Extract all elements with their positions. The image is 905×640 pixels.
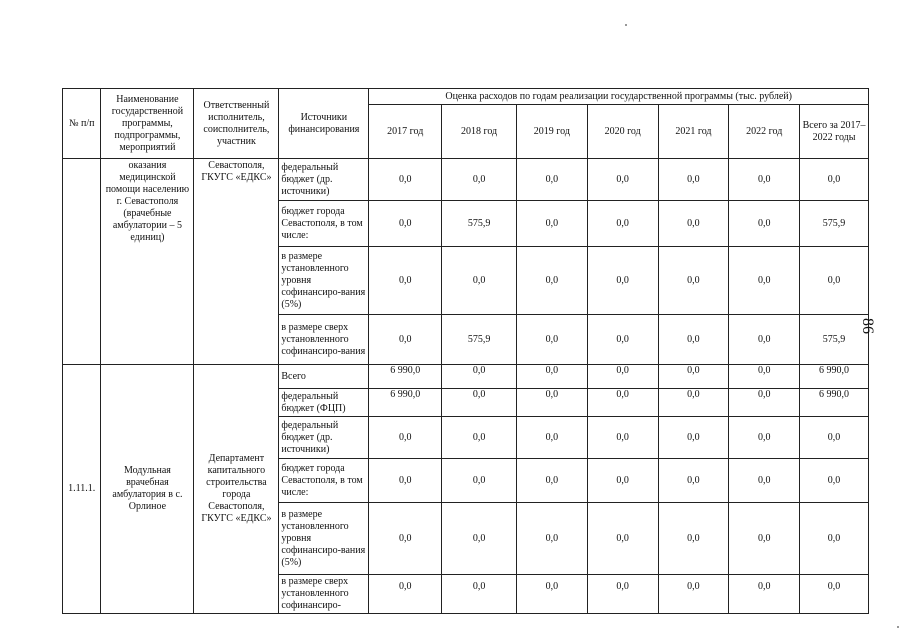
col-name-header: Наименование государственной программы, подпрограммы, мероприятий — [101, 89, 194, 159]
year-header: 2020 год — [587, 105, 658, 159]
value-cell: 0,0 — [658, 247, 729, 315]
value-cell: 0,0 — [587, 315, 658, 365]
value-cell: 575,9 — [442, 315, 517, 365]
total-cell: 575,9 — [800, 315, 869, 365]
total-cell: 0,0 — [800, 459, 869, 503]
value-cell: 0,0 — [587, 503, 658, 575]
value-cell: 0,0 — [516, 201, 587, 247]
col-source-header: Источники финансирования — [279, 89, 369, 159]
value-cell: 0,0 — [516, 459, 587, 503]
table-row — [63, 365, 869, 389]
value-cell: 0,0 — [587, 389, 658, 417]
value-cell: 0,0 — [658, 575, 729, 614]
source-cell: федеральный бюджет (ФЦП) — [279, 389, 369, 417]
year-header: 2022 год — [729, 105, 800, 159]
source-cell: федеральный бюджет (др. источники) — [279, 417, 369, 459]
value-cell: 0,0 — [587, 159, 658, 201]
col-number-header: № п/п — [63, 89, 101, 159]
total-header: Всего за 2017–2022 годы — [800, 105, 869, 159]
value-cell: 0,0 — [658, 459, 729, 503]
value-cell: 0,0 — [729, 247, 800, 315]
value-cell: 0,0 — [369, 159, 442, 201]
col-responsible-header: Ответственный исполнитель, соисполнитель, участник — [194, 89, 279, 159]
responsible-cell: Севастополя, ГКУГС «ЕДКС» — [194, 159, 279, 365]
total-cell: 6 990,0 — [800, 365, 869, 389]
activity-name-cell: оказания медицинской помощи населению г. Севастополя (врачебные амбулатории – 5 единиц) — [101, 159, 194, 365]
year-header: 2021 год — [658, 105, 729, 159]
responsible-cell: Департамент капитального строительства города Севастополя, ГКУГС «ЕДКС» — [194, 365, 279, 614]
value-cell: 0,0 — [587, 247, 658, 315]
value-cell: 6 990,0 — [369, 365, 442, 389]
value-cell: 0,0 — [369, 247, 442, 315]
value-cell: 0,0 — [369, 503, 442, 575]
value-cell: 0,0 — [516, 389, 587, 417]
value-cell: 0,0 — [587, 575, 658, 614]
value-cell: 0,0 — [516, 503, 587, 575]
value-cell: 0,0 — [658, 159, 729, 201]
value-cell: 0,0 — [729, 201, 800, 247]
total-cell: 0,0 — [800, 503, 869, 575]
source-cell: бюджет города Севастополя, в том числе: — [279, 201, 369, 247]
source-cell: Всего — [279, 365, 369, 389]
value-cell: 0,0 — [658, 365, 729, 389]
scan-speck — [625, 24, 627, 26]
row-number-cell — [63, 159, 101, 365]
total-cell: 6 990,0 — [800, 389, 869, 417]
value-cell: 0,0 — [729, 365, 800, 389]
total-cell: 0,0 — [800, 417, 869, 459]
value-cell: 0,0 — [516, 365, 587, 389]
page-number: 86 — [859, 318, 876, 334]
source-cell: федеральный бюджет (др. источники) — [279, 159, 369, 201]
value-cell: 0,0 — [369, 417, 442, 459]
value-cell: 0,0 — [442, 459, 517, 503]
value-cell: 0,0 — [587, 417, 658, 459]
year-header: 2017 год — [369, 105, 442, 159]
value-cell: 0,0 — [658, 315, 729, 365]
value-cell: 0,0 — [587, 459, 658, 503]
value-cell: 0,0 — [729, 389, 800, 417]
source-cell: бюджет города Севастополя, в том числе: — [279, 459, 369, 503]
total-cell: 0,0 — [800, 247, 869, 315]
value-cell: 0,0 — [442, 365, 517, 389]
value-cell: 0,0 — [516, 159, 587, 201]
value-cell: 0,0 — [369, 201, 442, 247]
source-cell: в размере сверх установленного софинансиро-вания — [279, 315, 369, 365]
total-cell: 0,0 — [800, 575, 869, 614]
row-number-cell: 1.11.1. — [63, 365, 101, 614]
value-cell: 0,0 — [658, 201, 729, 247]
value-cell: 0,0 — [729, 159, 800, 201]
activity-name-cell: Модульная врачебная амбулатория в с. Орлиное — [101, 365, 194, 614]
value-cell: 0,0 — [442, 159, 517, 201]
source-cell: в размере сверх установленного софинансиро- — [279, 575, 369, 614]
table-row — [63, 159, 869, 201]
header-row — [63, 89, 869, 105]
year-header: 2018 год — [442, 105, 517, 159]
value-cell: 0,0 — [516, 247, 587, 315]
value-cell: 0,0 — [587, 201, 658, 247]
value-cell: 0,0 — [658, 503, 729, 575]
value-cell: 0,0 — [442, 503, 517, 575]
year-header: 2019 год — [516, 105, 587, 159]
value-cell: 0,0 — [658, 389, 729, 417]
value-cell: 0,0 — [442, 417, 517, 459]
value-cell: 0,0 — [729, 503, 800, 575]
value-cell: 0,0 — [516, 315, 587, 365]
source-cell: в размере установленного уровня софинансиро-вания (5%) — [279, 503, 369, 575]
value-cell: 0,0 — [658, 417, 729, 459]
value-cell: 0,0 — [516, 417, 587, 459]
col-estimate-header: Оценка расходов по годам реализации государственной программы (тыс. рублей) — [369, 89, 869, 105]
total-cell: 0,0 — [800, 159, 869, 201]
budget-table — [62, 88, 869, 614]
value-cell: 0,0 — [516, 575, 587, 614]
value-cell: 0,0 — [729, 575, 800, 614]
total-cell: 575,9 — [800, 201, 869, 247]
value-cell: 0,0 — [729, 315, 800, 365]
scan-speck — [897, 626, 899, 628]
value-cell: 6 990,0 — [369, 389, 442, 417]
value-cell: 0,0 — [442, 389, 517, 417]
value-cell: 0,0 — [442, 247, 517, 315]
value-cell: 0,0 — [729, 459, 800, 503]
value-cell: 0,0 — [587, 365, 658, 389]
source-cell: в размере установленного уровня софинансиро-вания (5%) — [279, 247, 369, 315]
value-cell: 575,9 — [442, 201, 517, 247]
value-cell: 0,0 — [442, 575, 517, 614]
value-cell: 0,0 — [369, 459, 442, 503]
value-cell: 0,0 — [369, 575, 442, 614]
value-cell: 0,0 — [729, 417, 800, 459]
value-cell: 0,0 — [369, 315, 442, 365]
